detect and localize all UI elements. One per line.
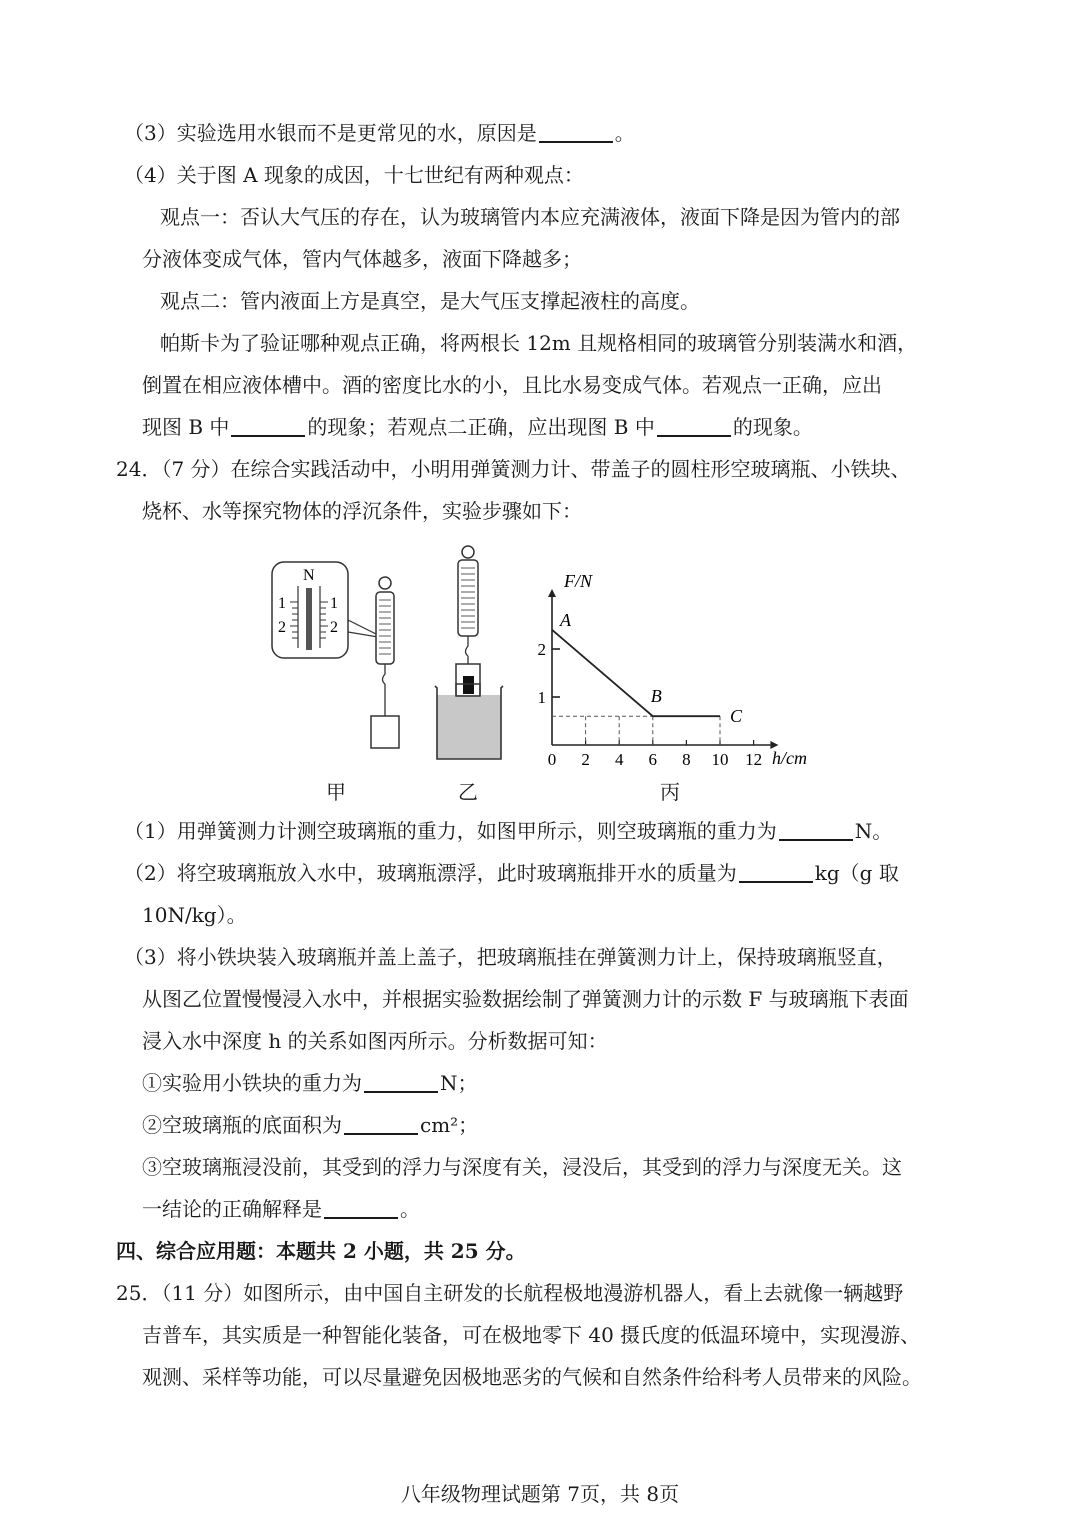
svg-text:2: 2 [330, 619, 338, 636]
q23-part3: （3）实验选用水银而不是更常见的水，原因是 。 [124, 121, 635, 145]
svg-text:1: 1 [330, 595, 338, 612]
answer-blank[interactable] [779, 819, 853, 841]
x-tick-label: 10 [711, 750, 729, 769]
q24-sub2: ②空玻璃瓶的底面积为 cm²； [142, 1113, 479, 1137]
answer-blank[interactable] [364, 1071, 438, 1093]
answer-blank[interactable] [344, 1113, 418, 1135]
x-tick-label: 4 [614, 750, 624, 769]
section-four-heading: 四、综合应用题：本题共 2 小题，共 25 分。 [116, 1239, 526, 1263]
spring-scale [376, 592, 394, 664]
iron-block [463, 676, 474, 694]
svg-text:1: 1 [278, 595, 286, 612]
q24-part3-line1: （3）将小铁块装入玻璃瓶并盖上盖子，把玻璃瓶挂在弹簧测力计上，保持玻璃瓶竖直， [124, 945, 897, 969]
chart-axes [538, 589, 779, 769]
y-tick-label: 1 [537, 688, 546, 707]
x-tick-label: 12 [745, 750, 763, 769]
answer-blank[interactable] [739, 861, 813, 883]
view-two: 观点二：管内液面上方是真空，是大气压支撑起液柱的高度。 [160, 289, 700, 313]
answer-blank[interactable] [231, 415, 305, 437]
q23-part4: （4）关于图 A 现象的成因，十七世纪有两种观点： [124, 163, 584, 187]
x-tick-label: 0 [547, 750, 557, 769]
q24-part1: （1）用弹簧测力计测空玻璃瓶的重力，如图甲所示，则空玻璃瓶的重力为 N。 [124, 819, 893, 843]
page-footer: 八年级物理试题第 7页，共 8页 [400, 1482, 680, 1506]
caption-jia: 甲 [326, 780, 346, 804]
point-label-B: B [650, 686, 662, 707]
answer-blank[interactable] [324, 1197, 398, 1219]
pascal-line3: 现图 B 中 的现象；若观点二正确，应出现图 B 中 的现象。 [142, 415, 813, 439]
q24-part2-line2: 10N/kg）。 [142, 903, 247, 927]
q24-intro-line1: 24．（7 分）在综合实践活动中，小明用弹簧测力计、带盖子的圆柱形空玻璃瓶、小铁块、 [116, 457, 911, 481]
caption-bing: 丙 [660, 780, 680, 804]
pascal-line1: 帕斯卡为了验证哪种观点正确，将两根长 12m 且规格相同的玻璃管分别装满水和酒， [160, 331, 918, 355]
q24-sub3-line2: 一结论的正确解释是 。 [142, 1197, 420, 1221]
figure-yi [430, 540, 510, 765]
q25-line3: 观测、采样等功能，可以尽量避免因极地恶劣的气候和自然条件给科考人员带来的风险。 [142, 1365, 922, 1389]
q24-part3-line2: 从图乙位置慢慢浸入水中，并根据实验数据绘制了弹簧测力计的示数 F 与玻璃瓶下表面 [142, 987, 909, 1011]
q24-sub1: ①实验用小铁块的重力为 N； [142, 1071, 478, 1095]
q24-part2-line1: （2）将空玻璃瓶放入水中，玻璃瓶漂浮，此时玻璃瓶排开水的质量为 kg（g 取 [124, 861, 899, 885]
q25-line2: 吉普车，其实质是一种智能化装备，可在极地零下 40 摄氏度的低温环境中，实现漫游、 [142, 1323, 921, 1347]
q24-intro-line2: 烧杯、水等探究物体的浮沉条件，实验步骤如下： [142, 499, 582, 523]
view-one-line2: 分液体变成气体，管内气体越多，液面下降越多； [142, 247, 582, 271]
glass-bottle [371, 716, 399, 748]
point-label-A: A [560, 609, 571, 630]
view-one-line1: 观点一：否认大气压的存在，认为玻璃管内本应充满液体，液面下降是因为管内的部 [160, 205, 900, 229]
y-tick-label: 2 [537, 640, 546, 659]
figure-bing-chart [530, 565, 830, 770]
y-axis-label: F/N [564, 571, 593, 591]
x-axis-label: h/cm [772, 748, 807, 768]
pascal-line2: 倒置在相应液体槽中。酒的密度比水的小，且比水易变成气体。若观点一正确，应出 [142, 373, 882, 397]
x-tick-label: 2 [581, 750, 590, 769]
answer-blank[interactable] [657, 415, 731, 437]
water [437, 695, 501, 759]
figure-jia [270, 540, 420, 760]
y-axis-arrow [548, 589, 556, 597]
x-tick-label: 6 [648, 750, 658, 769]
caption-yi: 乙 [458, 780, 478, 804]
point-label-C: C [730, 706, 743, 727]
x-tick-label: 8 [682, 750, 691, 769]
scale-unit-label: N [303, 567, 315, 584]
q24-part3-line3: 浸入水中深度 h 的关系如图丙所示。分析数据可知： [142, 1029, 608, 1053]
answer-blank[interactable] [539, 121, 613, 143]
series-line [552, 630, 720, 716]
q25-line1: 25．（11 分）如图所示，由中国自主研发的长航程极地漫游机器人，看上去就像一辆越野 [116, 1281, 904, 1305]
svg-text:2: 2 [278, 619, 286, 636]
q24-sub3-line1: ③空玻璃瓶浸没前，其受到的浮力与深度有关，浸没后，其受到的浮力与深度无关。这 [142, 1155, 902, 1179]
